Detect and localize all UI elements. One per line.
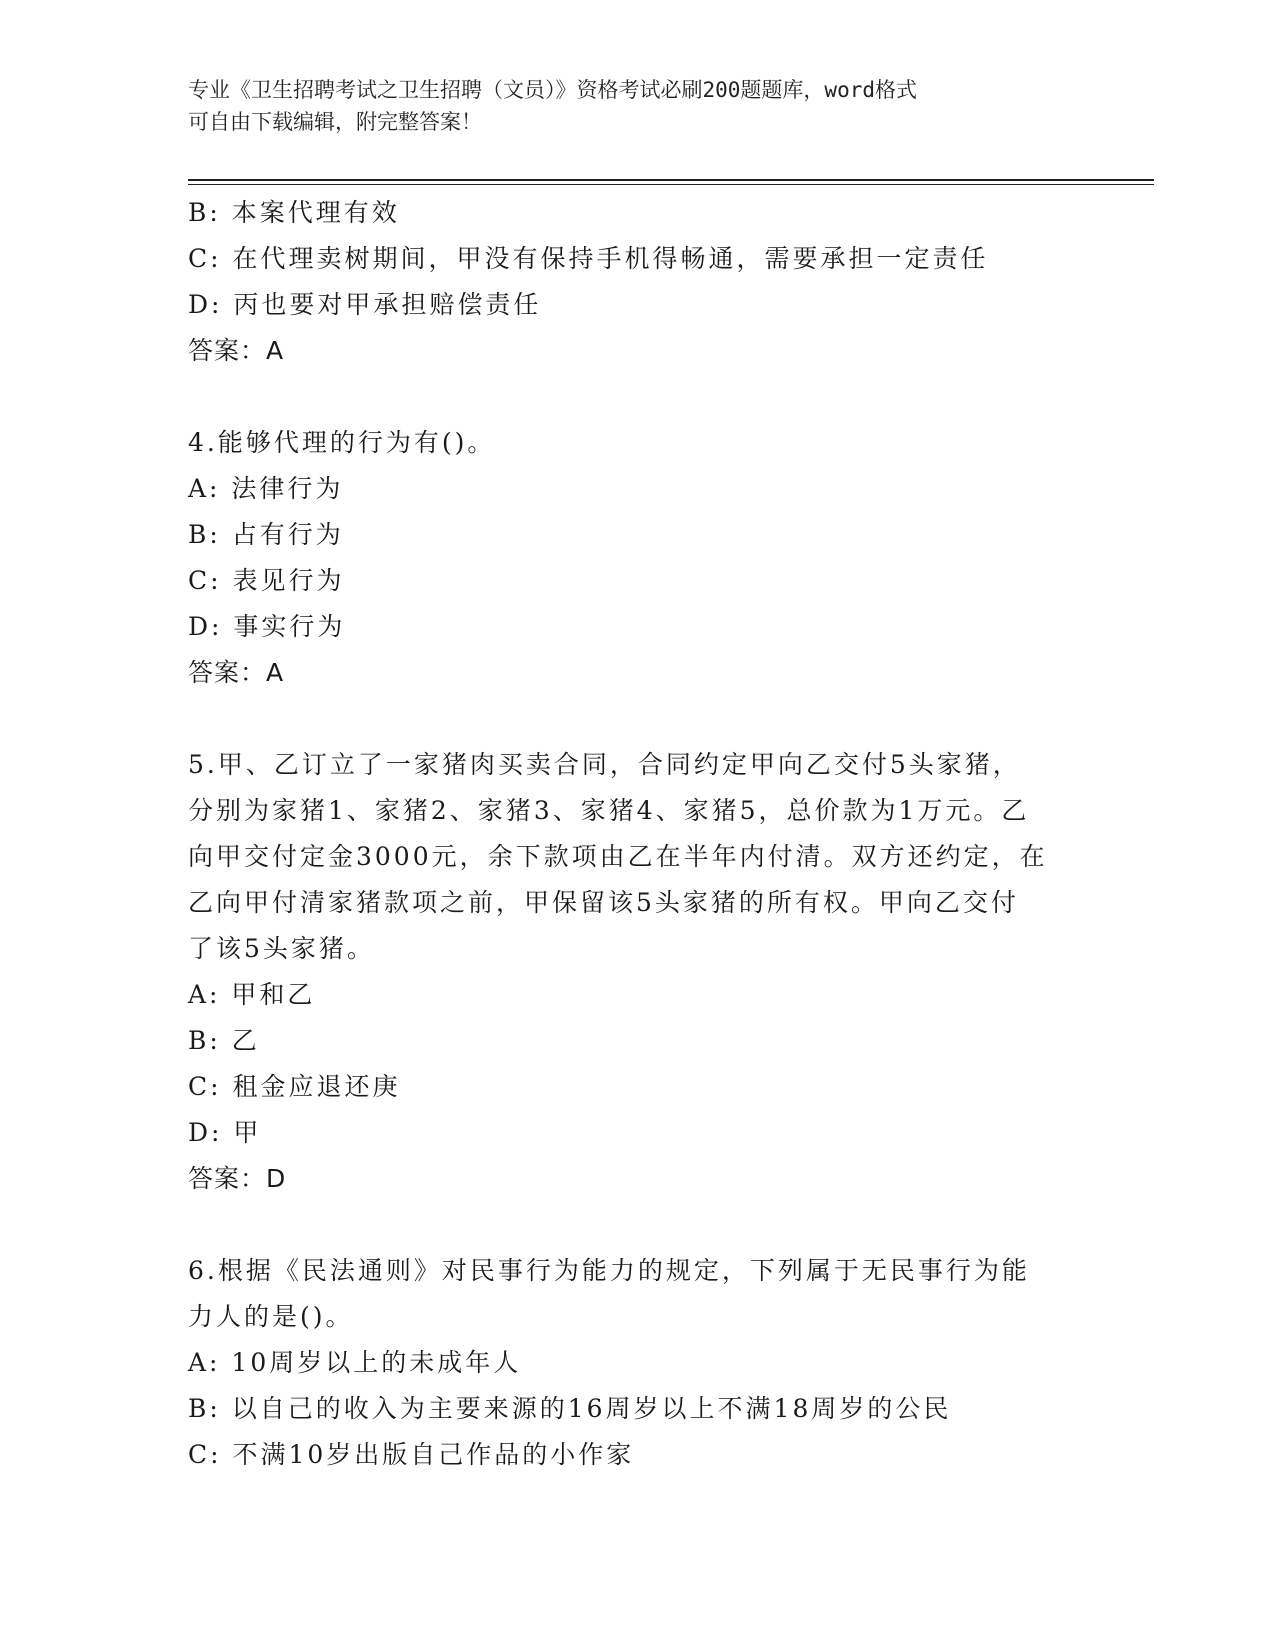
question-5 [188,742,1088,1202]
answer: 答案：A [188,658,285,687]
question-stem: 乙向甲付清家猪款项之前，甲保留该5头家猪的所有权。甲向乙交付 [188,888,1019,917]
document-header [188,74,1088,138]
option-a: A: 10周岁以上的未成年人 [188,1348,522,1377]
option-b: B: 本案代理有效 [188,198,400,227]
question-6 [188,1248,1088,1478]
option-b: B: 以自己的收入为主要来源的16周岁以上不满18周岁的公民 [188,1394,952,1423]
option-c: C: 表见行为 [188,566,345,595]
option-b: B: 乙 [188,1026,260,1055]
option-d: D: 事实行为 [188,612,346,641]
answer: 答案：A [188,336,285,365]
question-stem: 5.甲、乙订立了一家猪肉买卖合同，合同约定甲向乙交付5头家猪， [188,750,1021,779]
option-a: A: 法律行为 [188,474,344,503]
question-stem: 4.能够代理的行为有()。 [188,428,496,457]
option-b: B: 占有行为 [188,520,344,549]
question-stem: 力人的是()。 [188,1302,354,1331]
question-list [188,190,1088,1478]
question-stem: 向甲交付定金3000元，余下款项由乙在半年内付清。双方还约定，在 [188,842,1048,871]
header-divider-thick [188,179,1154,181]
option-d: D: 丙也要对甲承担赔偿责任 [188,290,542,319]
option-d: D: 甲 [188,1118,262,1147]
question-4 [188,420,1088,696]
question-stem: 6.根据《民法通则》对民事行为能力的规定，下列属于无民事行为能 [188,1256,1030,1285]
option-c: C: 租金应退还庚 [188,1072,401,1101]
question-3 [188,190,1088,374]
header-line-1: 专业《卫生招聘考试之卫生招聘（文员）》资格考试必刷200题题库，word格式 [188,78,917,102]
option-a: A: 甲和乙 [188,980,316,1009]
option-c: C: 在代理卖树期间，甲没有保持手机得畅通，需要承担一定责任 [188,244,989,273]
header-line-2: 可自由下载编辑，附完整答案！ [188,110,482,134]
question-stem: 分别为家猪1、家猪2、家猪3、家猪4、家猪5，总价款为1万元。乙 [188,796,1030,825]
option-c: C: 不满10岁出版自己作品的小作家 [188,1440,635,1469]
header-divider-thin [188,184,1154,185]
question-stem: 了该5头家猪。 [188,934,375,963]
answer: 答案：D [188,1164,287,1193]
